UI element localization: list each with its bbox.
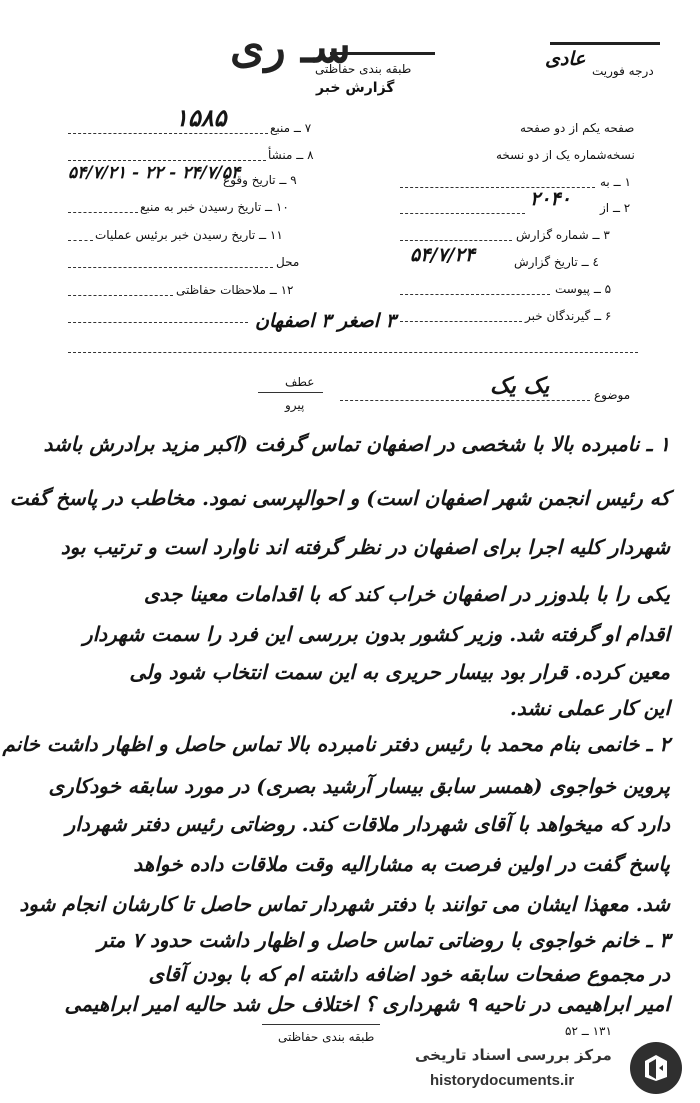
archive-logo-icon (630, 1042, 682, 1094)
field-attachments-line (400, 294, 550, 295)
field-from-line (400, 213, 525, 214)
field-report-no-label: ۳ ــ شماره گزارش (516, 228, 610, 242)
field-attachments-label: ۵ ــ پیوست (555, 282, 612, 296)
classification-stamp: سـ ری (230, 22, 351, 73)
body-line: پروین خواجوی (همسر سابق بیسار آرشید بصری) در مورد سابقه خودکاری (48, 774, 670, 798)
body-line: معین کرده. قرار بود بیسار حریری به این سمت انتخاب شود ولی (129, 660, 670, 684)
stamp-bar (330, 52, 435, 55)
field-page-row: صفحه یکم از دو صفحه (520, 121, 635, 135)
field-origin-line (68, 160, 266, 161)
field-notes-value: ۳ اصغر ۳ اصفهان (255, 310, 396, 332)
body-line: ۳ ـ خانم خواجوی با روضاتی تماس حاصل و اظهار داشت حدود ۷ متر (97, 928, 670, 952)
body-line: که رئیس انجمن شهر اصفهان است) و احوالپرسی نمود. مخاطب در پاسخ گفت (9, 486, 670, 510)
top-classification-label: طبقه بندی حفاظتی (315, 62, 412, 76)
priority-label: درجه فوریت (592, 64, 654, 78)
footer-code: ۱۳۱ ــ ۵۲ (565, 1024, 612, 1038)
field-report-no-line (400, 240, 512, 241)
body-line: امیر ابراهیمی در ناحیه ۹ شهرداری ؟ اختلاف حل شد حالیه امیر ابراهیمی (64, 992, 670, 1016)
field-from-label: ۲ ــ از (600, 201, 631, 215)
priority-bar (550, 42, 660, 45)
field-date-received-label: ۱۰ ــ تاریخ رسیدن خبر به منبع (140, 200, 289, 214)
body-line: شهردار کلیه اجرا برای اصفهان در نظر گرفته اند ناوارد است و ترتیب بود (60, 535, 670, 559)
ref-label: عطف (285, 375, 315, 389)
body-line: این کار عملی نشد. (509, 696, 670, 720)
document-number: ۱۵۸۵ (175, 103, 227, 132)
field-copy-row: نسخه‌شماره یک از دو نسخه (496, 148, 635, 162)
follow-label: پیرو (285, 398, 305, 412)
field-recipients-line (400, 321, 522, 322)
body-line: ۲ ـ خانمی بنام محمد با رئیس دفتر نامبرده بالا تماس حاصل و اظهار داشت خانم (2, 732, 670, 756)
field-date-occurred-label: ۹ ــ تاریخ وقوع (223, 173, 297, 187)
body-line: یکی را با بلدوزر در اصفهان خراب کند که با اقدامات معینا جدی (143, 582, 670, 606)
subject-label: موضوع (594, 388, 631, 402)
field-report-date-value: ۵۴/۷/۲۴ (410, 244, 475, 266)
field-report-date-label: ٤ ــ تاریخ گزارش (514, 255, 599, 269)
field-date-received-line (68, 212, 138, 213)
subject-value: یک یک (490, 373, 550, 399)
field-notes-line (68, 295, 173, 296)
field-recipients-label: ۶ ــ گیرندگان خبر (525, 309, 612, 323)
field-origin-label: ۸ ــ منشأ (268, 148, 314, 162)
subject-line (340, 400, 590, 401)
archive-name: مرکز بررسی اسناد تاریخی (415, 1046, 612, 1064)
body-line: پاسخ گفت در اولین فرصت به مشارالیه وقت ملاقات داده خواهد (133, 852, 670, 876)
priority-value: عادی (545, 48, 586, 70)
field-place-label: محل (276, 255, 300, 269)
field-date-occurred-value: ۵۴/۷/۲۱ - ۲۲ - ۲۴/۷/۵۴ (68, 163, 241, 183)
body-line: دارد که میخواهد با آقای شهردار ملاقات کند. روضاتی رئیس دفتر شهردار (65, 812, 670, 836)
archive-url: historydocuments.ir (430, 1072, 575, 1089)
body-line: ۱ ـ نامبرده بالا با شخصی در اصفهان تماس گرفت (اکبر مزید برادرش باشد (43, 432, 670, 456)
field-date-ops-label: ۱۱ ــ تاریخ رسیدن خبر برئیس عملیات (95, 228, 283, 242)
field-notes-line-2 (68, 322, 248, 323)
bottom-classification-label: طبقه بندی حفاظتی (278, 1030, 375, 1044)
field-place-line (68, 267, 273, 268)
body-line: اقدام او گرفته شد. وزیر کشور بدون بررسی این فرد را سمت شهردار (83, 622, 670, 646)
field-to-label: ۱ ــ به (600, 175, 631, 189)
body-line: در مجموع صفحات سابقه خود اضافه داشته ام که با بودن آقای (148, 962, 670, 986)
field-date-ops-line (68, 240, 93, 241)
footer-line (262, 1024, 380, 1025)
report-title: گزارش خبر (316, 80, 395, 96)
ref-line (258, 392, 323, 393)
body-line: شد. معهذا ایشان می توانند با دفتر شهردار تماس حاصل تا کارشان انجام شود (19, 892, 670, 916)
field-notes-label: ۱۲ ــ ملاحظات حفاظتی (176, 283, 294, 297)
field-from-value: ۲۰۴۰ (530, 188, 571, 210)
section-separator (68, 352, 638, 353)
field-source-line (68, 133, 268, 134)
field-source-label: ۷ ــ منبع (270, 121, 312, 135)
